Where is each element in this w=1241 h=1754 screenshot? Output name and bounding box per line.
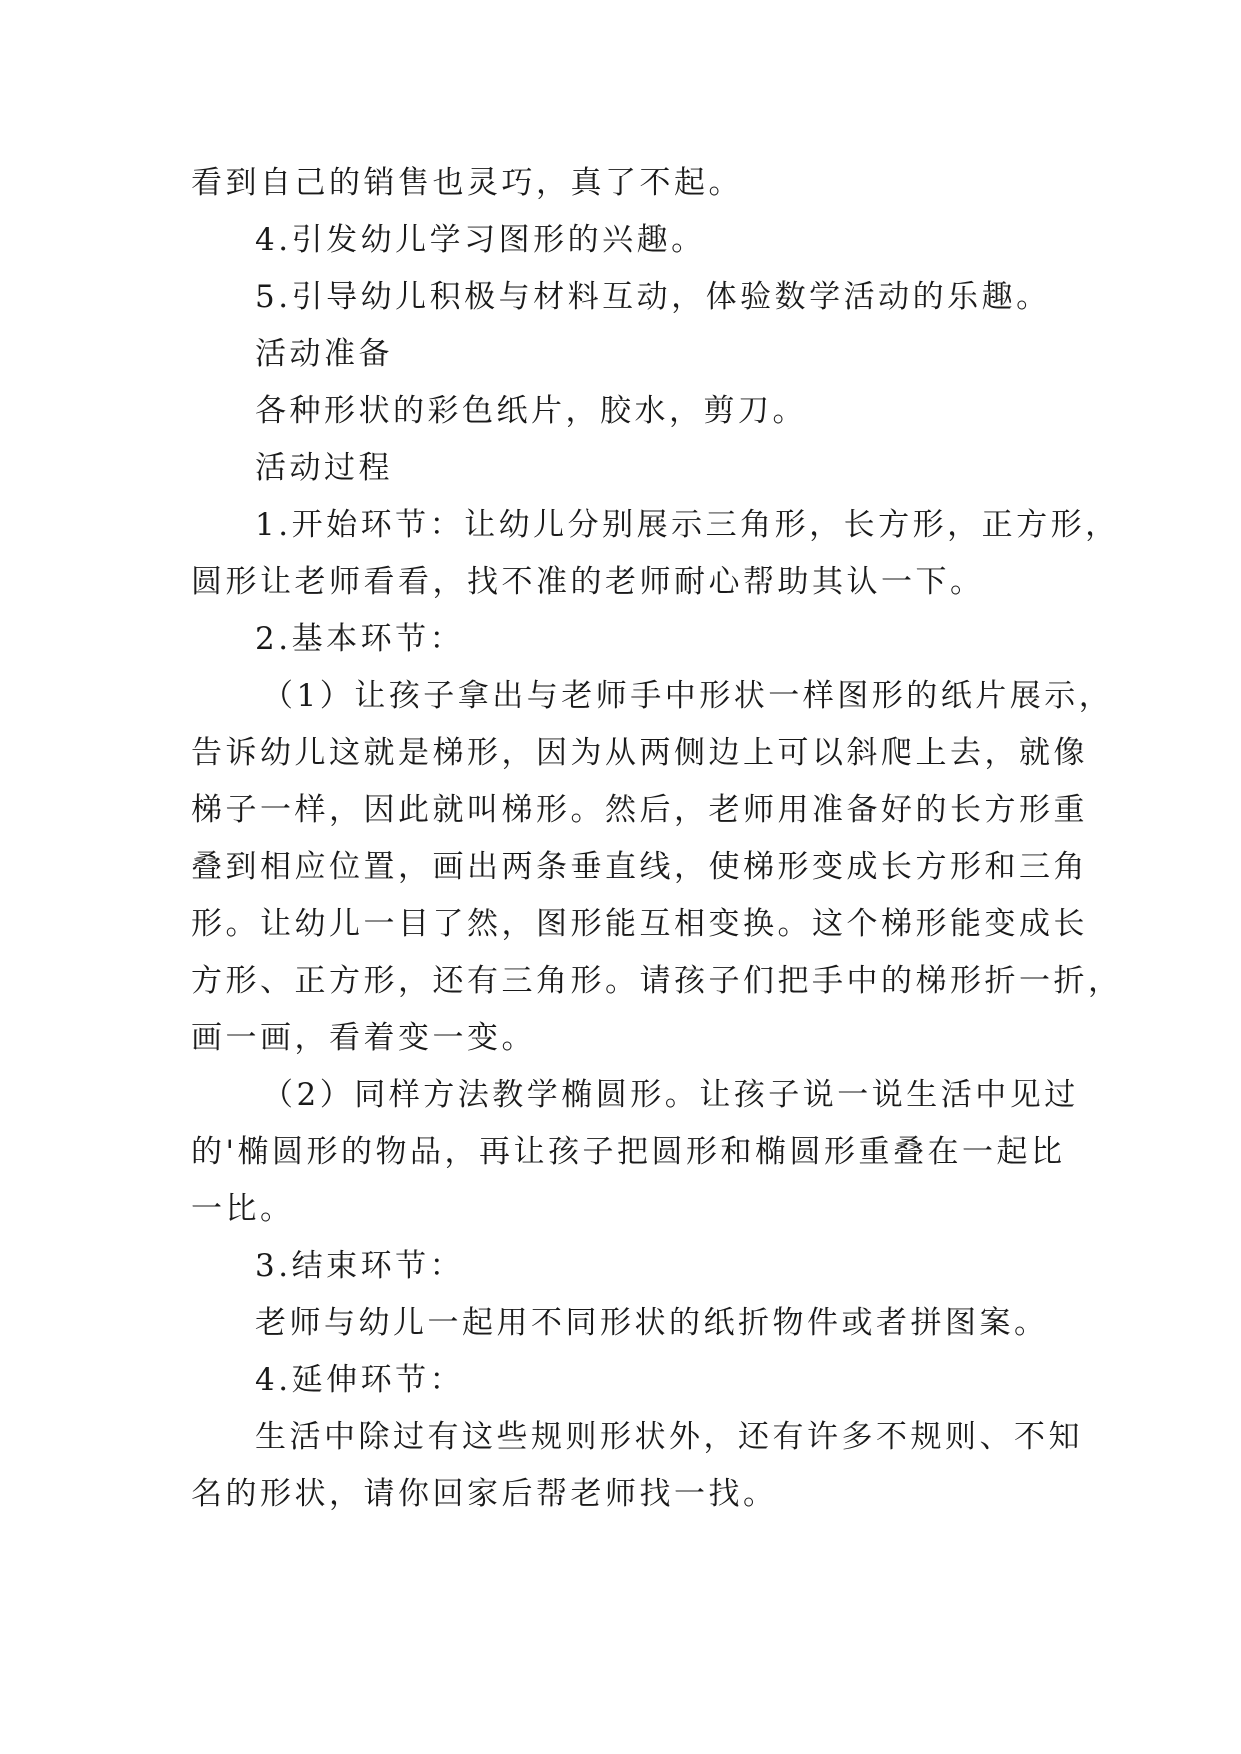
step-2-heading: 2.基本环节： xyxy=(255,621,465,657)
step-2-sub-1-line: 叠到相应位置，画出两条垂直线，使梯形变成长方形和三角 xyxy=(191,849,1088,885)
step-4-content-line: 名的形状，请你回家后帮老师找一找。 xyxy=(191,1476,778,1512)
objective-item-5: 5.引导幼儿积极与材料互动，体验数学活动的乐趣。 xyxy=(255,279,1051,315)
step-2-sub-2-line: 一比。 xyxy=(191,1191,295,1227)
step-3-heading: 3.结束环节： xyxy=(255,1248,465,1284)
step-2-sub-1-line: 梯子一样，因此就叫梯形。然后，老师用准备好的长方形重 xyxy=(191,792,1088,828)
step-4-heading: 4.延伸环节： xyxy=(255,1362,465,1398)
step-1-line: 圆形让老师看看，找不准的老师耐心帮助其认一下。 xyxy=(191,564,985,600)
step-2-sub-1-line: 告诉幼儿这就是梯形，因为从两侧边上可以斜爬上去，就像 xyxy=(191,735,1088,771)
step-2-sub-1-line: 方形、正方形，还有三角形。请孩子们把手中的梯形折一折， xyxy=(191,963,1123,999)
preparation-materials: 各种形状的彩色纸片，胶水，剪刀。 xyxy=(255,393,807,429)
objective-item-4: 4.引发幼儿学习图形的兴趣。 xyxy=(255,222,706,258)
step-1-line: 1.开始环节：让幼儿分别展示三角形，长方形，正方形， xyxy=(255,507,1120,543)
step-2-sub-1-line: （1）让孩子拿出与老师手中形状一样图形的纸片展示， xyxy=(262,678,1114,714)
step-3-content: 老师与幼儿一起用不同形状的纸折物件或者拼图案。 xyxy=(255,1305,1049,1341)
step-2-sub-1-line: 形。让幼儿一目了然，图形能互相变换。这个梯形能变成长 xyxy=(191,906,1088,942)
step-2-sub-2-line: （2）同样方法教学椭圆形。让孩子说一说生活中见过 xyxy=(262,1077,1079,1113)
paragraph-line: 看到自己的销售也灵巧，真了不起。 xyxy=(191,165,743,201)
step-4-content-line: 生活中除过有这些规则形状外，还有许多不规则、不知 xyxy=(255,1419,1083,1455)
section-heading-process: 活动过程 xyxy=(255,450,393,486)
step-2-sub-1-line: 画一画，看着变一变。 xyxy=(191,1020,536,1056)
section-heading-preparation: 活动准备 xyxy=(255,336,393,372)
step-2-sub-2-line: 的'椭圆形的物品，再让孩子把圆形和椭圆形重叠在一起比 xyxy=(191,1134,1066,1170)
